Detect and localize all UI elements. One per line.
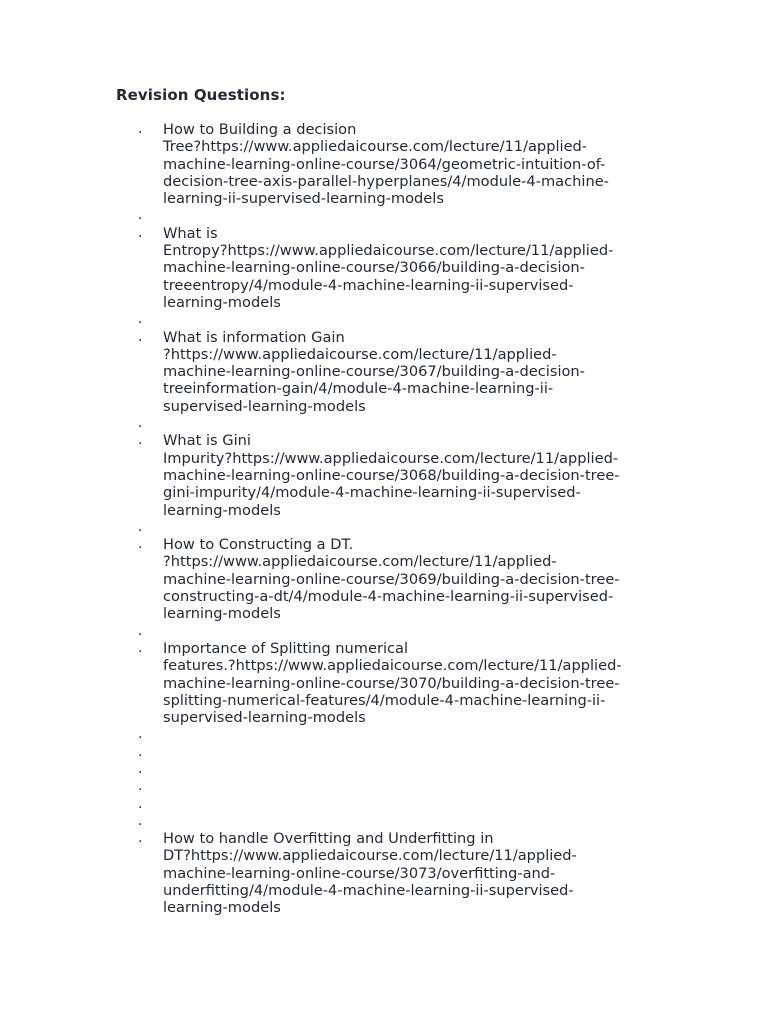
empty-list-item [0,519,768,536]
bullet-marker: . [138,726,143,743]
empty-list-item [0,796,768,813]
bullet-marker: . [138,795,143,812]
empty-list-item [0,726,768,743]
bullet-marker: . [138,432,143,449]
bullet-marker: . [138,743,143,760]
bullet-marker: . [138,639,143,656]
bullet-marker: . [138,830,143,847]
question-item [0,121,768,207]
bullet-marker: . [138,328,143,345]
bullet-marker: . [138,518,143,535]
revision-question-list [0,121,768,917]
empty-list-item [0,311,768,328]
empty-list-item [0,623,768,640]
question-text: What is information Gain ?https://www.appliedaicourse.com/lecture/11/applied- machine-learning-online-course/3067/building-a-decision- treeinformation-gain/4/module-4-machine-learning-ii- supervised-learning-models [163,328,585,415]
empty-list-item [0,744,768,761]
bullet-marker: . [138,207,143,224]
bullet-marker: . [138,760,143,777]
question-item [0,640,768,726]
question-text: Importance of Splitting numerical features.?https://www.appliedaicourse.com/lecture/11/applied- machine-learning-online-course/3070/building-a-decision-tree- splitting-numerical-features/4/module-4-machine-learning-ii- supervised-learning-models [163,639,622,727]
empty-list-item [0,778,768,795]
question-item [0,830,768,916]
empty-list-item [0,761,768,778]
bullet-marker: . [138,415,143,432]
question-text: How to Building a decision Tree?https://www.appliedaicourse.com/lecture/11/applied- machine-learning-online-course/3064/geometric-intuition-of- decision-tree-axis-parallel-hyperplanes/4/module-4-machine- learning-ii-supervised-learning-models [163,121,609,208]
question-text: How to handle Overfitting and Underfitting in DT?https://www.appliedaicourse.com/lecture/11/applied- machine-learning-online-course/3073/overfitting-and- underfitting/4/module-4-machine-learning-ii-supervised- learning-models [163,830,577,917]
bullet-marker: . [138,812,143,829]
question-text: How to Constructing a DT. ?https://www.appliedaicourse.com/lecture/11/applied- machine-learning-online-course/3069/building-a-decision-tree- constructing-a-dt/4/module-4-machine-learning-ii-supervised- learning-models [163,536,620,623]
empty-list-item [0,415,768,432]
question-item [0,432,768,518]
bullet-marker: . [138,622,143,639]
page-heading: Revision Questions: [116,86,286,104]
question-text: What is Gini Impurity?https://www.appliedaicourse.com/lecture/11/applied- machine-learning-online-course/3068/building-a-decision-tree- gini-impurity/4/module-4-machine-learning-ii-supervised- learning-models [163,432,620,519]
question-item [0,536,768,622]
bullet-marker: . [138,224,143,241]
empty-list-item [0,207,768,224]
bullet-marker: . [138,778,143,795]
question-item [0,329,768,415]
question-item [0,225,768,311]
bullet-marker: . [138,311,143,328]
bullet-marker: . [138,121,143,137]
bullet-marker: . [138,536,143,553]
empty-list-item [0,813,768,830]
question-text: What is Entropy?https://www.appliedaicourse.com/lecture/11/applied- machine-learning-online-course/3066/building-a-decision- treeentropy/4/module-4-machine-learning-ii-supervised- learning-models [163,224,614,311]
